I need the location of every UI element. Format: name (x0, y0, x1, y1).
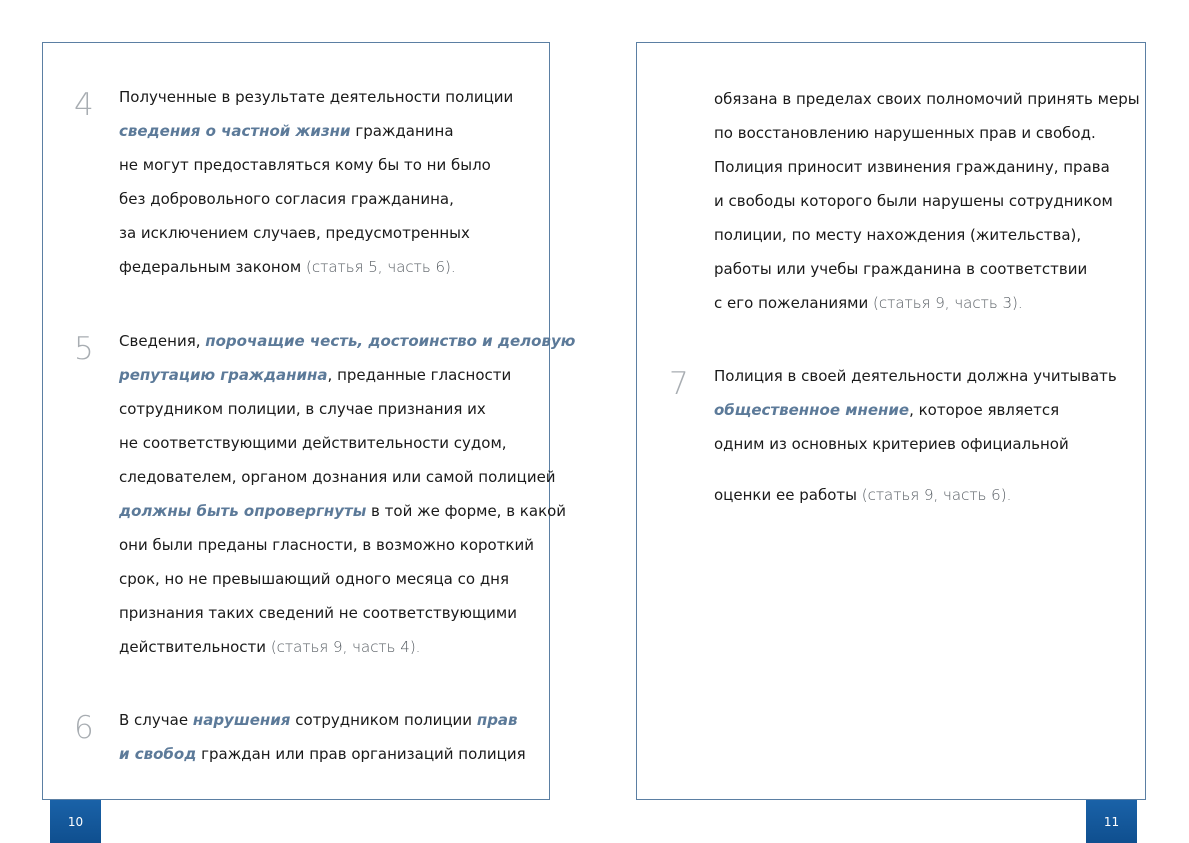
text-segment: сотрудником полиции, в случае признания их (119, 400, 486, 418)
text-segment: не соответствующими действительности судом, (119, 434, 507, 452)
paragraph-line (714, 226, 1081, 244)
highlighted-term: общественное мнение (714, 401, 910, 419)
paragraph-line (119, 434, 507, 452)
item-number: 7 (669, 366, 689, 402)
page-number-right: 11 (1086, 800, 1137, 843)
text-segment: с его пожеланиями (714, 294, 873, 312)
highlighted-term: прав (476, 711, 518, 729)
paragraph-line (119, 745, 526, 763)
paragraph-line (119, 502, 566, 520)
paragraph-line (119, 122, 454, 140)
paragraph-line (714, 192, 1113, 210)
text-segment: полиции, по месту нахождения (жительства), (714, 226, 1082, 244)
paragraph-line (714, 260, 1087, 278)
paragraph-line (714, 158, 1110, 176)
highlighted-term: и свобод (119, 745, 197, 763)
paragraph-line (119, 400, 486, 418)
text-segment: действительности (119, 638, 271, 656)
text-segment: следователем, органом дознания или самой полицией (119, 468, 556, 486)
law-reference: (статья 5, часть 6). (306, 258, 456, 276)
paragraph-line (714, 401, 1059, 419)
text-segment: не могут предоставляться кому бы то ни было (119, 156, 491, 174)
right-page (636, 42, 1146, 800)
highlighted-term: нарушения (192, 711, 291, 729)
page-number-left: 10 (50, 800, 101, 843)
text-segment: федеральным законом (119, 258, 307, 276)
paragraph-line (714, 435, 1069, 453)
text-segment: Полиция приносит извинения гражданину, права (714, 158, 1110, 176)
paragraph-line (119, 190, 454, 208)
paragraph-line (119, 604, 517, 622)
paragraph-line (119, 366, 511, 384)
text-segment: и свободы которого были нарушены сотрудником (714, 192, 1113, 210)
text-segment: признания таких сведений не соответствующими (119, 604, 517, 622)
text-segment: работы или учебы гражданина в соответствии (714, 260, 1088, 278)
paragraph-line (119, 224, 470, 242)
paragraph-line (119, 570, 509, 588)
text-segment: по восстановлению нарушенных прав и свобод. (714, 124, 1096, 142)
paragraph-line (714, 486, 1011, 504)
text-segment: граждан или прав организаций полиция (196, 745, 526, 763)
paragraph-line (119, 536, 534, 554)
text-segment: одним из основных критериев официальной (714, 435, 1069, 453)
text-segment: Полиция в своей деятельности должна учитывать (714, 367, 1117, 385)
text-segment: обязана в пределах своих полномочий принять меры (714, 90, 1140, 108)
paragraph-line (119, 468, 556, 486)
law-reference: (статья 9, часть 6). (861, 486, 1012, 504)
text-segment: без добровольного согласия гражданина, (119, 190, 454, 208)
paragraph-line (119, 638, 420, 656)
text-segment: за исключением случаев, предусмотренных (119, 224, 470, 242)
item-number: 4 (74, 87, 94, 123)
highlighted-term: должны быть опровергнуты (119, 502, 367, 520)
paragraph-line (119, 88, 513, 106)
paragraph-line (119, 332, 575, 350)
highlighted-term: сведения о частной жизни (119, 122, 351, 140)
text-segment: Сведения, (119, 332, 206, 350)
paragraph-line (714, 294, 1023, 312)
highlighted-term: порочащие честь, достоинство и деловую (205, 332, 576, 350)
paragraph-line (119, 711, 518, 729)
text-segment: , которое является (909, 401, 1060, 419)
text-segment: в той же форме, в какой (366, 502, 567, 520)
paragraph-line (119, 258, 456, 276)
paragraph-line (714, 124, 1096, 142)
highlighted-term: репутацию гражданина (119, 366, 328, 384)
law-reference: (статья 9, часть 4). (270, 638, 421, 656)
text-segment: сотрудником полиции (290, 711, 477, 729)
paragraph-line (714, 367, 1117, 385)
text-segment: Полученные в результате деятельности полиции (119, 88, 514, 106)
text-segment: гражданина (350, 122, 454, 140)
text-segment: В случае (119, 711, 193, 729)
paragraph-line (714, 90, 1140, 108)
text-segment: они были преданы гласности, в возможно короткий (119, 536, 534, 554)
item-number: 6 (74, 710, 94, 746)
item-number: 5 (74, 331, 94, 367)
paragraph-line (119, 156, 491, 174)
text-segment: срок, но не превышающий одного месяца со дня (119, 570, 510, 588)
text-segment: оценки ее работы (714, 486, 862, 504)
text-segment: , преданные гласности (327, 366, 512, 384)
law-reference: (статья 9, часть 3). (873, 294, 1023, 312)
